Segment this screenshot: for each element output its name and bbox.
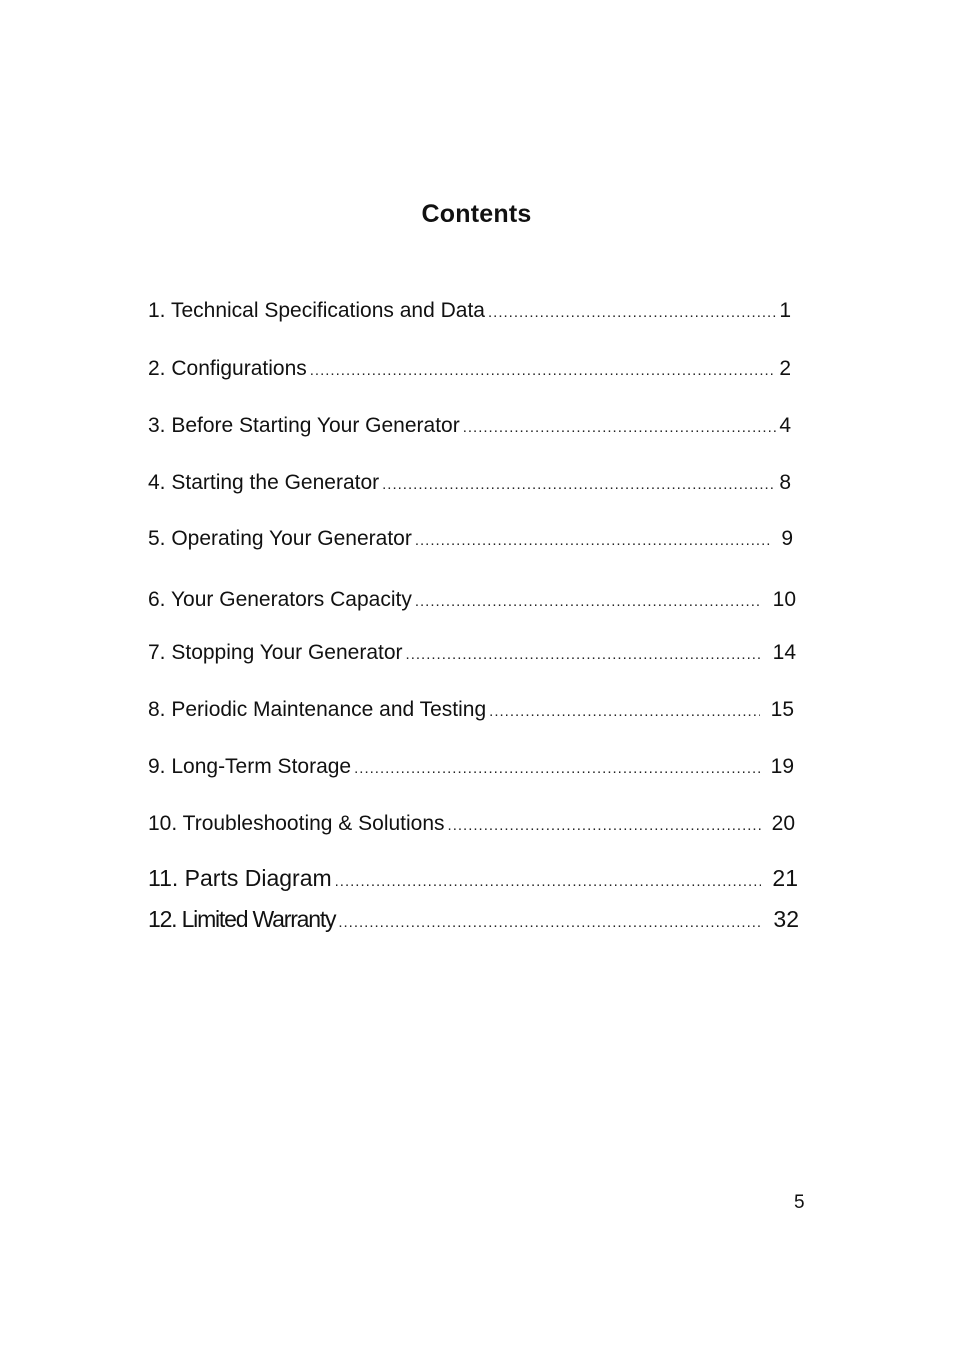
dot-leader: [382, 476, 776, 493]
toc-entry-before-starting[interactable]: [148, 414, 791, 438]
dot-leader: [463, 419, 777, 436]
toc-entry-troubleshooting[interactable]: [148, 812, 795, 836]
toc-entry-label: 11. Parts Diagram: [148, 865, 332, 891]
toc-entry-generator-capacity[interactable]: [148, 588, 796, 612]
dot-leader: [488, 304, 776, 321]
toc-entry-page: 9: [781, 527, 793, 550]
page-number: 5: [794, 1192, 805, 1213]
dot-leader: [406, 646, 762, 663]
dot-leader: [415, 593, 762, 610]
toc-entry-operating-generator[interactable]: [148, 527, 793, 551]
toc-entry-page: 32: [773, 906, 799, 932]
toc-entry-page: 19: [770, 755, 794, 778]
dot-leader: [415, 532, 770, 549]
toc-entry-label: 8. Periodic Maintenance and Testing: [148, 698, 487, 721]
toc-entry-page: 8: [779, 471, 791, 494]
dot-leader: [335, 873, 762, 890]
toc-entry-label: 6. Your Generators Capacity: [148, 588, 412, 611]
dot-leader: [354, 760, 760, 777]
toc-entry-periodic-maintenance[interactable]: [148, 698, 794, 722]
dot-leader: [310, 362, 777, 379]
toc-entry-stopping-generator[interactable]: [148, 641, 796, 665]
toc-entry-page: 1: [779, 299, 791, 322]
toc-entry-page: 2: [779, 357, 791, 380]
toc-entry-label: 12. Limited Warranty: [148, 906, 336, 932]
toc-entry-label: 4. Starting the Generator: [148, 471, 380, 494]
toc-entry-configurations[interactable]: [148, 357, 791, 381]
toc-entry-long-term-storage[interactable]: [148, 755, 794, 779]
toc-entry-label: 9. Long-Term Storage: [148, 755, 352, 778]
toc-entry-label: 1. Technical Specifications and Data: [148, 299, 485, 322]
toc-entry-label: 7. Stopping Your Generator: [148, 641, 403, 664]
toc-entry-technical-specifications[interactable]: [148, 299, 791, 323]
toc-entry-page: 10: [772, 588, 796, 611]
toc-entry-label: 3. Before Starting Your Generator: [148, 414, 460, 437]
dot-leader: [448, 817, 761, 834]
toc-entry-page: 14: [772, 641, 796, 664]
toc-entry-page: 21: [772, 865, 798, 891]
dot-leader: [338, 914, 762, 931]
table-of-contents: [148, 0, 803, 1000]
toc-entry-page: 15: [770, 698, 794, 721]
page-title: Contents: [421, 200, 532, 228]
toc-entry-label: 2. Configurations: [148, 357, 307, 380]
toc-entry-label: 10. Troubleshooting & Solutions: [148, 812, 445, 835]
dot-leader: [489, 703, 759, 720]
toc-entry-page: 20: [771, 812, 795, 835]
toc-entry-parts-diagram[interactable]: [148, 865, 798, 892]
toc-entry-limited-warranty[interactable]: [148, 906, 799, 933]
toc-entry-page: 4: [779, 414, 791, 437]
toc-entry-label: 5. Operating Your Generator: [148, 527, 412, 550]
toc-entry-starting-generator[interactable]: [148, 471, 791, 495]
